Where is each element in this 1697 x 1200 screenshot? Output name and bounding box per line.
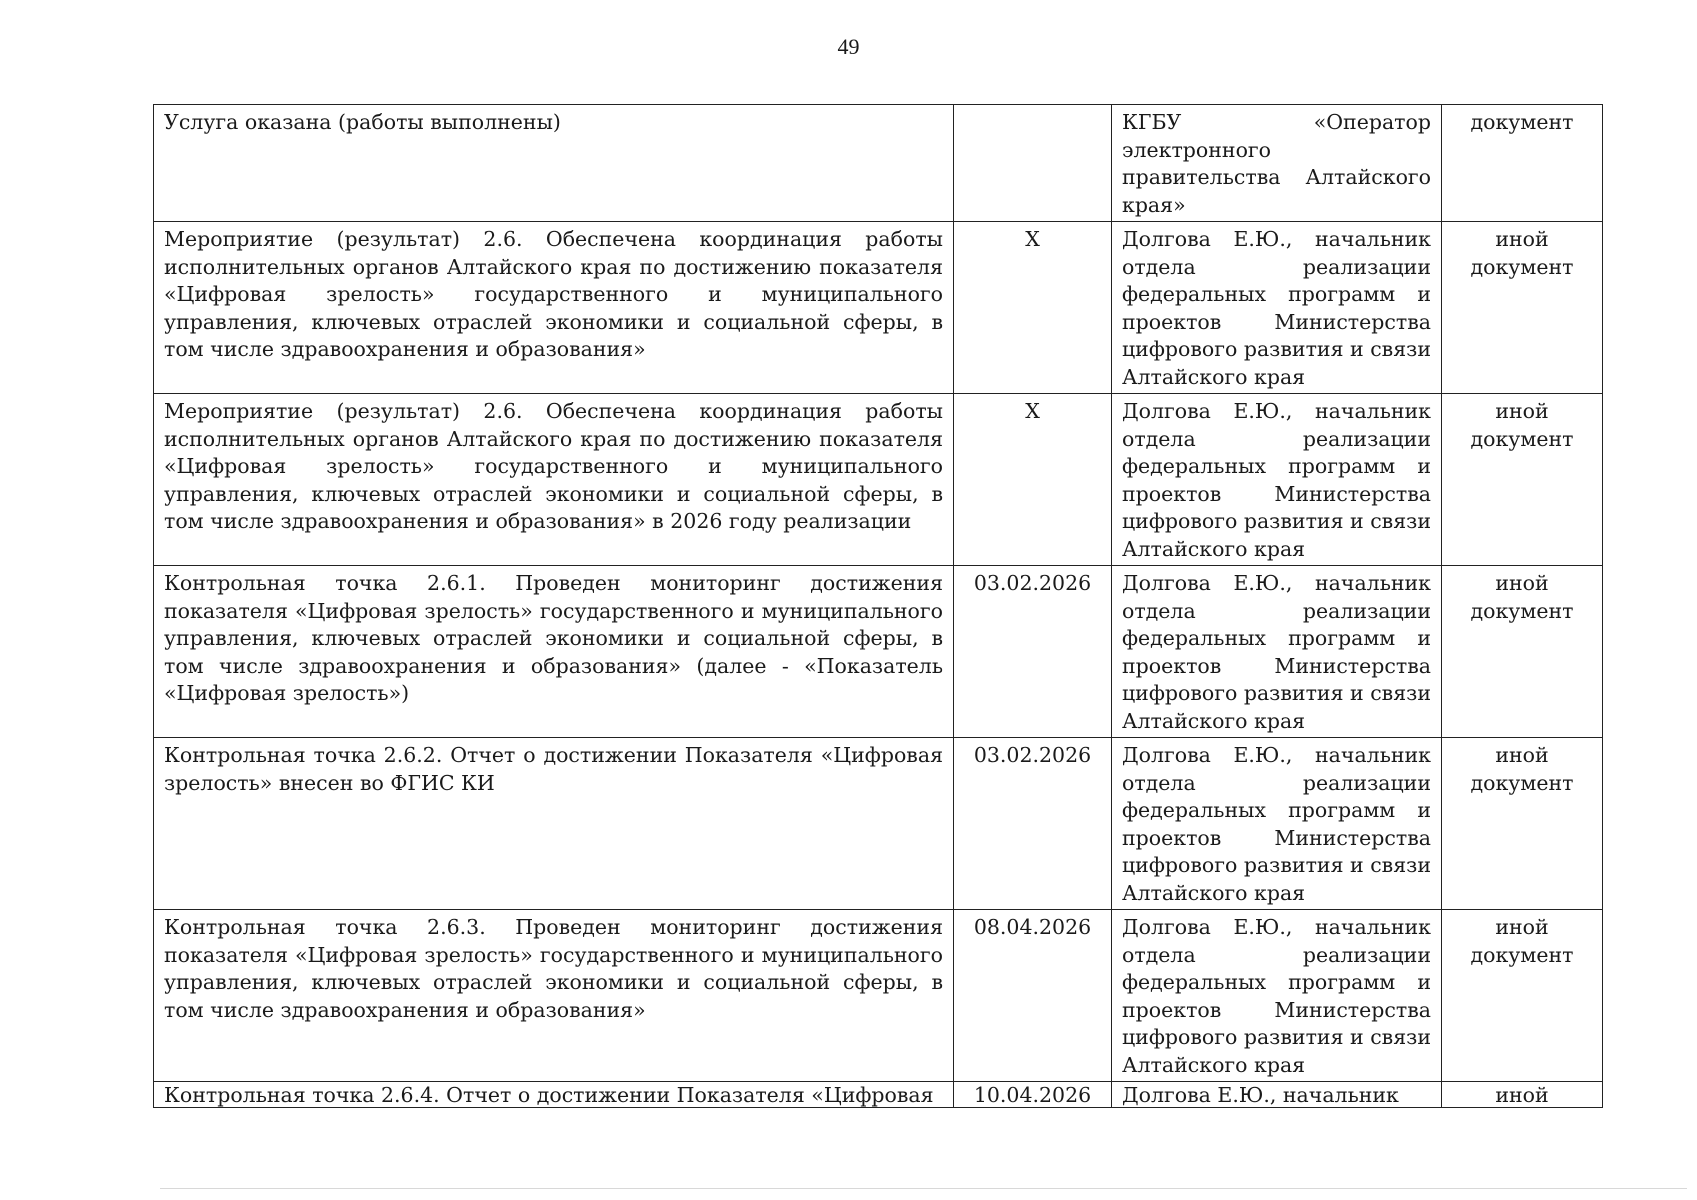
responsible-cell: Долгова Е.Ю., начальник отдела реализации федеральных программ и проектов Министерства цифрового развития и связи Алтайского края — [1112, 222, 1442, 394]
table-row — [154, 1082, 1603, 1108]
document-type-cell: иной — [1442, 1082, 1603, 1108]
responsible-cell: КГБУ «Оператор электронного правительства Алтайского края» — [1112, 105, 1442, 222]
responsible-cell: Долгова Е.Ю., начальник отдела реализации федеральных программ и проектов Министерства цифрового развития и связи Алтайского края — [1112, 738, 1442, 910]
date-cell — [954, 105, 1112, 222]
responsible-cell: Долгова Е.Ю., начальник — [1112, 1082, 1442, 1108]
table-row — [154, 738, 1603, 910]
table-row — [154, 910, 1603, 1082]
table-row — [154, 566, 1603, 738]
table-row — [154, 394, 1603, 566]
description-cell: Контрольная точка 2.6.1. Проведен мониторинг достижения показателя «Цифровая зрелость» государственного и муниципального управления, ключевых отраслей экономики и социальной сферы, в том числе здравоохранения и образования» (далее - «Показатель «Цифровая зрелость») — [154, 566, 954, 738]
date-cell: 10.04.2026 — [954, 1082, 1112, 1108]
date-cell: 03.02.2026 — [954, 738, 1112, 910]
date-cell: 08.04.2026 — [954, 910, 1112, 1082]
date-cell: X — [954, 394, 1112, 566]
description-cell: Контрольная точка 2.6.2. Отчет о достижении Показателя «Цифровая зрелость» внесен во ФГИС КИ — [154, 738, 954, 910]
responsible-cell: Долгова Е.Ю., начальник отдела реализации федеральных программ и проектов Министерства цифрового развития и связи Алтайского края — [1112, 566, 1442, 738]
document-type-cell: иной документ — [1442, 910, 1603, 1082]
page-number: 49 — [837, 34, 860, 59]
table-row — [154, 105, 1603, 222]
scan-artifact-line — [160, 1188, 1687, 1189]
document-type-cell: иной документ — [1442, 222, 1603, 394]
document-type-cell: иной документ — [1442, 738, 1603, 910]
description-cell: Услуга оказана (работы выполнены) — [154, 105, 954, 222]
responsible-cell: Долгова Е.Ю., начальник отдела реализации федеральных программ и проектов Министерства цифрового развития и связи Алтайского края — [1112, 394, 1442, 566]
plan-table — [153, 104, 1603, 1108]
document-type-cell: иной документ — [1442, 394, 1603, 566]
responsible-cell: Долгова Е.Ю., начальник отдела реализации федеральных программ и проектов Министерства цифрового развития и связи Алтайского края — [1112, 910, 1442, 1082]
description-cell: Контрольная точка 2.6.4. Отчет о достижении Показателя «Цифровая — [154, 1082, 954, 1108]
description-cell: Контрольная точка 2.6.3. Проведен мониторинг достижения показателя «Цифровая зрелость» государственного и муниципального управления, ключевых отраслей экономики и социальной сферы, в том числе здравоохранения и образования» — [154, 910, 954, 1082]
document-type-cell: иной документ — [1442, 566, 1603, 738]
date-cell: X — [954, 222, 1112, 394]
description-cell: Мероприятие (результат) 2.6. Обеспечена координация работы исполнительных органов Алтайского края по достижению показателя «Цифровая зрелость» государственного и муниципального управления, ключевых отраслей экономики и социальной сферы, в том числе здравоохранения и образования» — [154, 222, 954, 394]
document-type-cell: документ — [1442, 105, 1603, 222]
date-cell: 03.02.2026 — [954, 566, 1112, 738]
table-row — [154, 222, 1603, 394]
description-cell: Мероприятие (результат) 2.6. Обеспечена координация работы исполнительных органов Алтайского края по достижению показателя «Цифровая зрелость» государственного и муниципального управления, ключевых отраслей экономики и социальной сферы, в том числе здравоохранения и образования» в 2026 году реализации — [154, 394, 954, 566]
